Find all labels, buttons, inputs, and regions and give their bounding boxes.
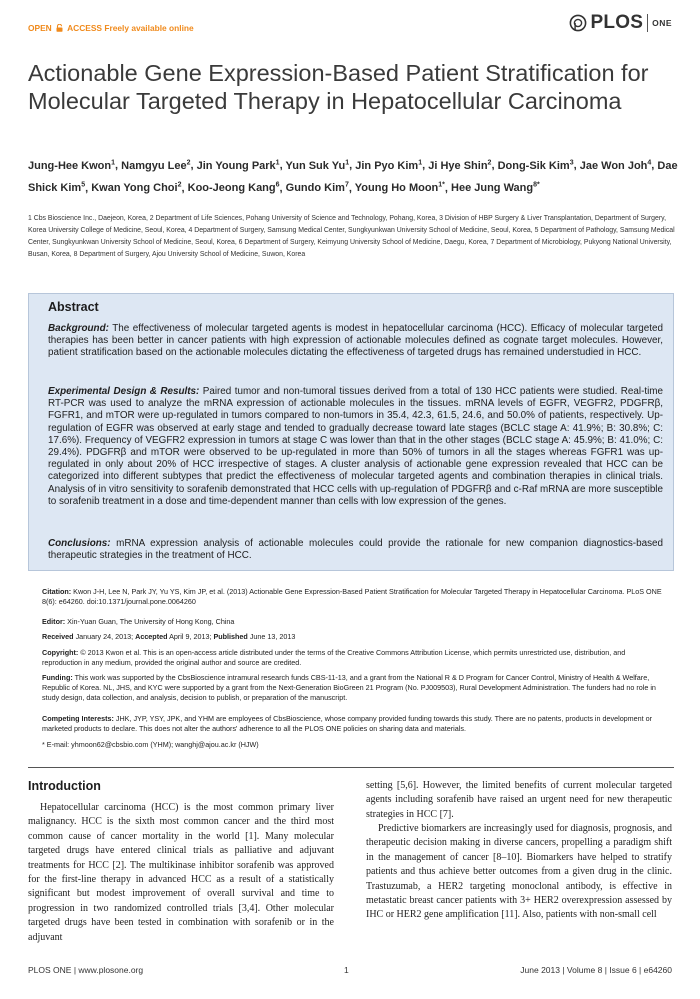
- author-name: Kwan Yong Choi$^2$: [91, 181, 182, 195]
- author-affiliation-mark: 5: [81, 181, 86, 189]
- author-affiliation-mark: 8*: [533, 181, 540, 189]
- author-name: Jin Young Park$^1$: [196, 159, 280, 172]
- author-name: Namgyu Lee$^2$: [121, 159, 191, 172]
- author-name: Dae Shick Kim$^5$: [28, 159, 678, 195]
- section-divider: [28, 767, 674, 768]
- conclusions-text: mRNA expression analysis of actionable molecules could provide the rationale for new companion diagnostics-based therapeutic strategies in the treatment of HCC.: [48, 538, 663, 562]
- received-date: January 24, 2013;: [75, 632, 134, 641]
- dates: [42, 632, 667, 642]
- author-name: Hee Jung Wang$^{8*}$: [451, 181, 540, 195]
- email: * E-mail: yhmoon62@cbsbio.com (YHM); wanghj@ajou.ac.kr (HJW): [42, 740, 259, 749]
- citation-label: Citation:: [42, 587, 72, 596]
- author-name: Jin Pyo Kim$^1$: [355, 159, 423, 172]
- author-affiliation-mark: 2: [186, 159, 191, 166]
- intro-right-column-p1: setting [5,6]. However, the limited benefits of current molecular targeted agents including sorafenib have raised an urgent need for new therapeutic strategies in HCC [7].: [366, 780, 672, 820]
- abstract-conclusions: [48, 538, 663, 562]
- design-text: Paired tumor and non-tumoral tissues derived from a total of 130 HCC patients were studied. Real-time RT-PCR was used to analyze the mRNA expression of actionable molecules in the tissues. mRNA levels of EGFR, VEGFR2, PDGFRβ, FGFR1, and mTOR were up-regulated in tumors compared to non-tumors in 35.4, 42.3, 61.5, 24.6, and 50.0% of patients, respectively. Up-regulation of EGFR was observed at early stage and tended to gradually decrease toward late stages (BCLC stage A: 41.9%; B: 30.8%; C: 17.6%). Frequency of VEGFR2 expression in tumors at stage C was lower than that in the other stages (BCLC stage A: 45.9%; B: 41.0%; C: 29.4%). PDGFRβ and mTOR were observed to be up-regulated in more than 50% of tumors in all the stages whereas FGFR1 was up-regulated in only about 20% of HCC irrespective of stages. A cluster analysis of actionable gene expression revealed that HCC can be categorized into different subtypes that predict the effectiveness of molecular targeted agents and combination therapies in clinical trials. Analysis of in vitro sensitivity to sorafenib demonstrated that HCC cells with up-regulation of PDGFRβ and c-Raf mRNA are more susceptible to sorafenib treatment in a dose and time-dependent manner than cells with low expression of the genes.: [48, 386, 664, 507]
- published-label: Published: [213, 632, 248, 641]
- author-name: Dong-Sik Kim$^3$: [497, 159, 574, 172]
- open-label: OPEN: [28, 23, 52, 33]
- citation: [42, 587, 667, 607]
- copyright-label: Copyright:: [42, 648, 79, 657]
- author-name: Young Ho Moon$^{1*}$: [354, 181, 445, 195]
- author-affiliation-mark: 4: [647, 159, 652, 166]
- editor: [42, 617, 667, 627]
- abstract-heading: Abstract: [48, 300, 99, 314]
- author-name: Jung-Hee Kwon$^1$: [28, 159, 116, 172]
- abstract-box: [28, 293, 674, 571]
- page-number: 1: [344, 965, 349, 975]
- footer-issue: June 2013 | Volume 8 | Issue 6 | e64260: [520, 965, 672, 975]
- author-name: Yun Suk Yu$^1$: [285, 159, 350, 172]
- competing-label: Competing Interests:: [42, 714, 114, 723]
- copyright: [42, 648, 667, 668]
- author-affiliation-mark: 3: [569, 159, 574, 166]
- article-title: Actionable Gene Expression-Based Patient Stratification for Molecular Targeted Therapy in Hepatocellular Carcinoma: [28, 60, 649, 114]
- author-affiliation-mark: 1*: [438, 181, 445, 189]
- logo-divider: [647, 14, 648, 32]
- author-name: Jae Won Joh$^4$: [579, 159, 652, 172]
- competing-interests: [42, 714, 667, 734]
- author-name: Koo-Jeong Kang$^6$: [187, 181, 280, 195]
- published-date: June 13, 2013: [249, 632, 296, 641]
- citation-text: Kwon J-H, Lee N, Park JY, Yu YS, Kim JP, et al. (2013) Actionable Gene Expression-Based Patient Stratification for Molecular Targeted Therapy in Hepatocellular Carcinoma. PLoS ONE 8(6): e64260. doi:10.1371/journal.pone.0064260: [42, 587, 662, 606]
- competing-text: JHK, JYP, YSY, JPK, and YHM are employees of CbsBioscience, whose company provided funding towards this study. There are no patents, products in development or marketed products to declare. This does not alter the authors' adherence to all the PLOS ONE policies on sharing data and materials.: [42, 714, 653, 733]
- author-affiliation-mark: 2: [487, 159, 492, 166]
- footer-journal: PLOS ONE | www.plosone.org: [28, 965, 144, 975]
- received-label: Received: [42, 632, 74, 641]
- open-access-banner: [28, 23, 194, 33]
- author-affiliation-mark: 7: [344, 181, 349, 189]
- editor-text: Xin-Yuan Guan, The University of Hong Kong, China: [67, 617, 235, 626]
- journal-name: PLOS: [590, 12, 644, 33]
- background-text: The effectiveness of molecular targeted agents is modest in hepatocellular carcinoma (HCC). Efficacy of molecular targeted therapies has been better in cancer patients with high expression of actionable molecules defined as cognate target molecules. However, patient stratification based on the actionable molecules dictating the effectiveness of targeted drugs has remained understudied in HCC.: [48, 323, 663, 359]
- funding-text: This work was supported by the CbsBioscience intramural research funds CBS-11-13, and a grant from the National R & D Program for Cancer Control, Ministry of Health & Welfare, Republic of Korea. NL, JHS, and KYC were supported by a grant from the Next-Generation BioGreen 21 Program (No. PJ009503), Rural Development Administration. The funders had no role in study design, data collection, and analysis, decision to publish, or preparation of the manuscript.: [42, 673, 656, 702]
- author-name: Gundo Kim$^7$: [285, 181, 349, 195]
- author-name: Ji Hye Shin$^2$: [428, 159, 492, 172]
- author-list: Jung-Hee Kwon$^1$, Namgyu Lee$^2$, Jin Young Park$^1$, Yun Suk Yu$^1$, Jin Pyo Kim$^1$, Ji Hye Shin$^2$, Dong-Sik Kim$^3$, Jae Won Joh$^4$, Dae Shick Kim$^5$, Kwan Yong Choi$^2$, Koo-Jeong Kang$^6$, Gundo Kim$^7$, Young Ho Moon$^{1*}$, Hee Jung Wang$^{8*}$: [28, 159, 678, 195]
- journal-logo: [569, 12, 672, 34]
- editor-label: Editor:: [42, 617, 66, 626]
- accepted-date: April 9, 2013;: [169, 632, 212, 641]
- background-label: Background:: [48, 323, 109, 334]
- copyright-text: © 2013 Kwon et al. This is an open-access article distributed under the terms of the Creative Commons Attribution License, which permits unrestricted use, distribution, and reproduction in any medium, provided the original author and source are credited.: [42, 648, 626, 667]
- author-affiliation-mark: 1: [418, 159, 423, 166]
- abstract-background: [48, 323, 663, 360]
- plos-logo-icon: [569, 14, 587, 32]
- design-label: Experimental Design & Results:: [48, 386, 200, 397]
- open-lock-icon: [56, 24, 63, 32]
- journal-sub: ONE: [652, 18, 672, 28]
- intro-left-column: Hepatocellular carcinoma (HCC) is the most common primary liver malignancy. HCC is the sixth most common cancer and the third most common cause of cancer mortality in the world [1]. Many molecular targeted drugs have entered clinical trials as palliative and adjuvant treatments for HCC [2]. The multikinase inhibitor sorafenib was approved for the first-line therapy in advanced HCC as a result of a statistically significant but modest improvement of overall survival and time to progression in two randomized controlled trials [3,4]. Other molecular targeted drugs have been tested in combination with sorafenib or in the adjuvant: [28, 802, 334, 943]
- intro-heading: Introduction: [28, 779, 101, 793]
- accepted-label: Accepted: [135, 632, 168, 641]
- funding-label: Funding:: [42, 673, 73, 682]
- intro-right-column-p2: Predictive biomarkers are increasingly used for diagnosis, prognosis, and therapeutic decision making in diverse cancers, propelling a paradigm shift in the management of cancer [8–10]. Biomarkers have helped to stratify patients and thus achieve better outcomes from a given drug in the clinic. Trastuzumab, a HER2 targeting monoclonal antibody, is effective in metastatic breast cancer patients with 3+ HER2 overexpression assessed by IHC or HER2 gene amplification [11]. Also, patients with non-small cell: [366, 823, 672, 921]
- access-label: ACCESS Freely available online: [67, 23, 194, 33]
- author-affiliation-mark: 6: [275, 181, 280, 189]
- author-affiliation-mark: 1: [111, 159, 116, 166]
- author-affiliation-mark: 1: [345, 159, 350, 166]
- funding: [42, 673, 667, 703]
- affiliations: 1 Cbs Bioscience Inc., Daejeon, Korea, 2 Department of Life Sciences, Pohang University of Science and Technology, Pohang, Korea, 3 Division of HBP Surgery & Liver Transplantation, Department of Surgery, Korea University College of Medicine, Seoul, Korea, 4 Department of Surgery, Samsung Medical Center, Sungkyunkwan University School of Medicine, Seoul, Korea, 5 Department of Pathology, Samsung Medical Center, Sungkyunkwan University School of Medicine, Seoul, Korea, 6 Department of Surgery, Keimyung University School of Medicine, Daegu, Korea, 7 Department of Microbiology, Pukyong National University, Busan, Korea, 8 Department of Surgery, Ajou University School of Medicine, Suwon, Korea: [28, 215, 675, 258]
- author-affiliation-mark: 1: [275, 159, 280, 166]
- author-affiliation-mark: 2: [177, 181, 182, 189]
- abstract-design: [48, 386, 663, 508]
- conclusions-label: Conclusions:: [48, 538, 111, 549]
